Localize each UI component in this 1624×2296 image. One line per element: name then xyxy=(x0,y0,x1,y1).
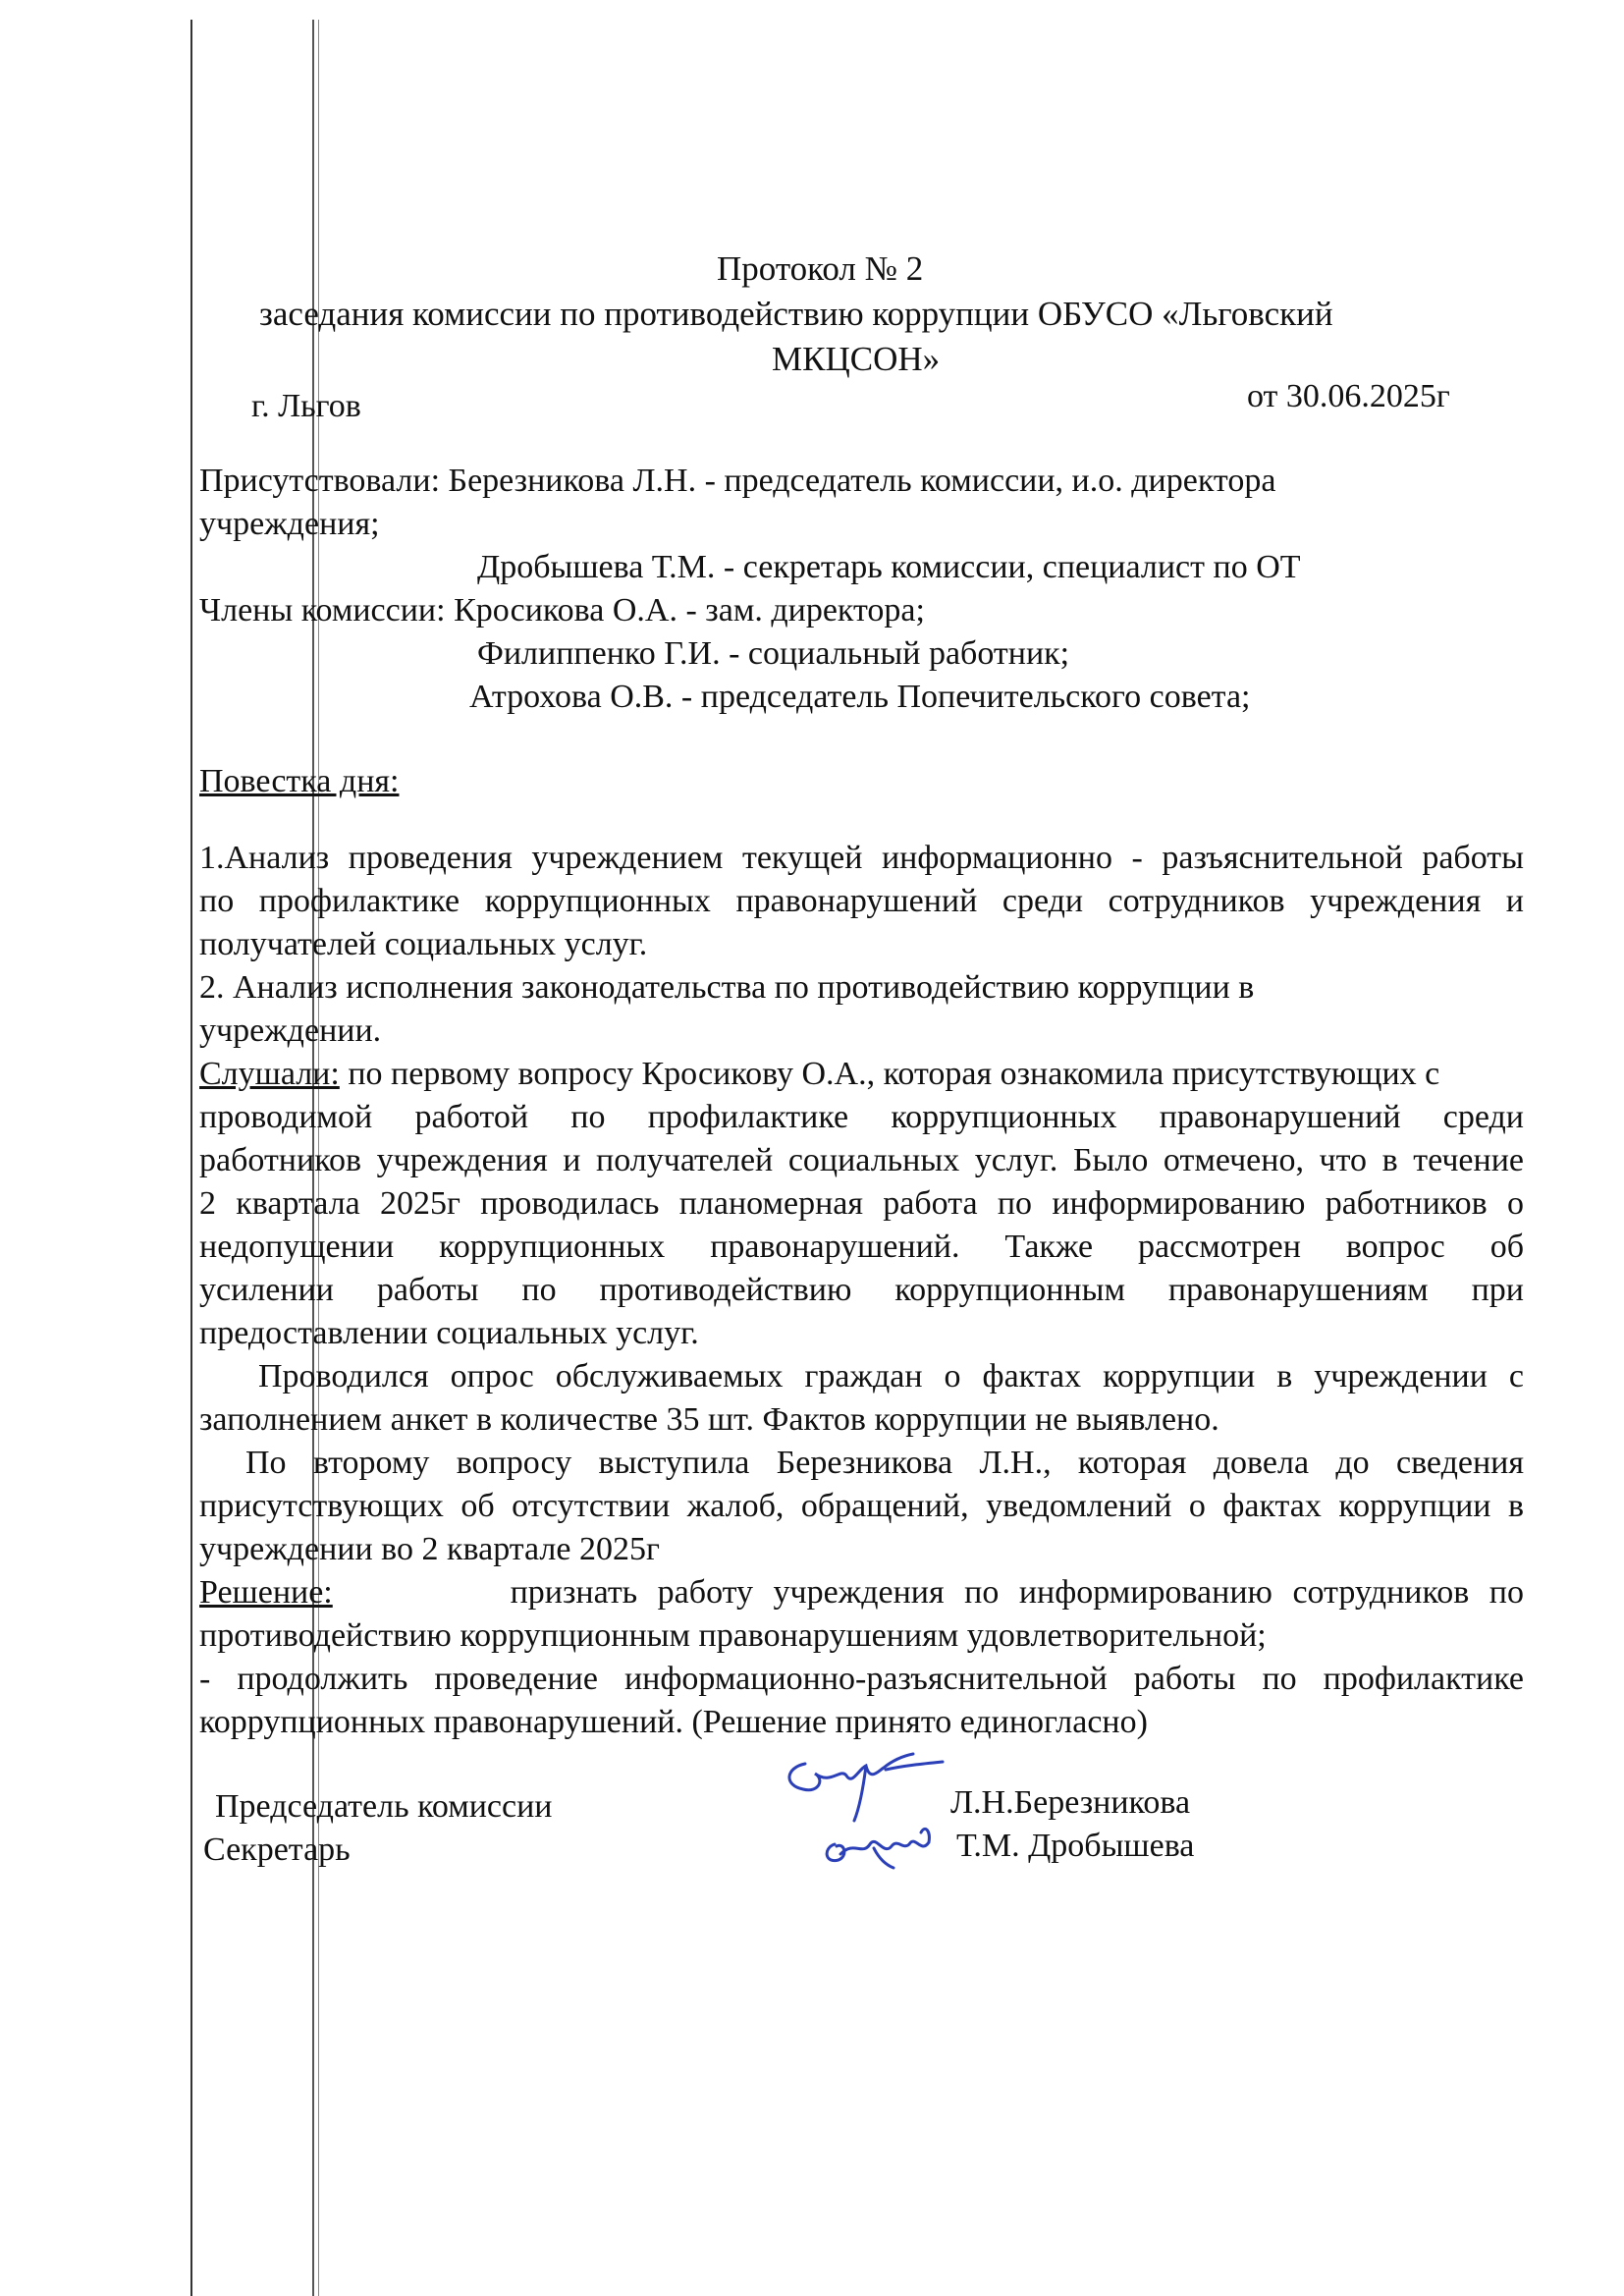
heard-label: Слушали: xyxy=(199,1056,340,1092)
decision-label: Решение: xyxy=(199,1574,333,1611)
scan-edge-line xyxy=(190,20,192,2296)
secretary-entry: Дробышева Т.М. - секретарь комиссии, специалист по ОТ xyxy=(477,549,1301,585)
members-label: Члены комиссии: xyxy=(199,592,446,629)
survey-text: Проводился опрос обслуживаемых граждан о фактах коррупции в учреждении с xyxy=(258,1358,1524,1394)
member-entry: Атрохова О.В. - председатель Попечительского совета; xyxy=(469,679,1251,715)
decision-first-line xyxy=(199,1571,1524,1614)
heard-text: предоставлении социальных услуг. xyxy=(199,1315,699,1351)
heard-text: недопущении коррупционных правонарушений. Также рассмотрен вопрос об xyxy=(199,1229,1524,1265)
present-label: Присутствовали: xyxy=(199,463,441,499)
second-question-text: По второму вопросу выступила Березникова Л.Н., которая довела до сведения xyxy=(245,1445,1524,1481)
heard-text: по первому вопросу Кросикову О.А., которая ознакомила присутствующих с xyxy=(348,1056,1440,1092)
second-question-text: учреждении во 2 квартале 2025г xyxy=(199,1531,660,1567)
attendees-chair-line xyxy=(199,460,1275,503)
members-line xyxy=(199,589,925,632)
agenda-item-1: 1.Анализ проведения учреждением текущей информационно - разъяснительной работы xyxy=(199,840,1524,876)
secretary-signature xyxy=(815,1805,962,1874)
document-subtitle-cont: МКЦСОН» xyxy=(772,340,941,378)
decision-text: противодействию коррупционным правонарушениям удовлетворительной; xyxy=(199,1617,1267,1654)
heard-text: проводимой работой по профилактике коррупционных правонарушений среди xyxy=(199,1099,1524,1135)
heard-text: усилении работы по противодействию коррупционным правонарушениям при xyxy=(199,1272,1524,1308)
agenda-label: Повестка дня: xyxy=(199,763,400,799)
secretary-title: Секретарь xyxy=(203,1831,351,1868)
secretary-name: Т.М. Дробышева xyxy=(956,1828,1195,1864)
heard-paragraph-first-line xyxy=(199,1053,1524,1096)
document-date: от 30.06.2025г xyxy=(1247,378,1450,414)
second-question-text: присутствующих об отсутствии жалоб, обращений, уведомлений о фактах коррупции в xyxy=(199,1488,1524,1524)
decision-text: признать работу учреждения по информированию сотрудников по xyxy=(510,1574,1524,1611)
chair-entry: Березникова Л.Н. - председатель комиссии, и.о. директора xyxy=(448,463,1276,499)
agenda-item-2-cont: учреждении. xyxy=(199,1012,382,1049)
agenda-item-2: 2. Анализ исполнения законодательства по противодействию коррупции в xyxy=(199,969,1255,1006)
heard-text: работников учреждения и получателей социальных услуг. Было отмечено, что в течение xyxy=(199,1142,1524,1178)
document-subtitle: заседания комиссии по противодействию коррупции ОБУСО «Льговский xyxy=(259,295,1333,333)
member-entry: Филиппенко Г.И. - социальный работник; xyxy=(477,635,1070,672)
chair-entry-cont: учреждения; xyxy=(199,506,380,542)
heard-text: 2 квартала 2025г проводилась планомерная работа по информированию работников о xyxy=(199,1185,1524,1222)
agenda-item-1-cont: получателей социальных услуг. xyxy=(199,926,648,962)
chair-title: Председатель комиссии xyxy=(215,1788,553,1825)
survey-text: заполнением анкет в количестве 35 шт. Фактов коррупции не выявлено. xyxy=(199,1401,1219,1438)
city: г. Льгов xyxy=(251,388,361,424)
chair-name: Л.Н.Березникова xyxy=(950,1784,1191,1821)
document-title: Протокол № 2 xyxy=(717,249,924,288)
agenda-item-1-cont: по профилактике коррупционных правонарушений среди сотрудников учреждения и xyxy=(199,883,1524,919)
member-entry: Кросикова О.А. - зам. директора; xyxy=(454,592,925,629)
decision-text: коррупционных правонарушений. (Решение принято единогласно) xyxy=(199,1704,1148,1740)
decision-text: - продолжить проведение информационно-разъяснительной работы по профилактике xyxy=(199,1661,1524,1697)
